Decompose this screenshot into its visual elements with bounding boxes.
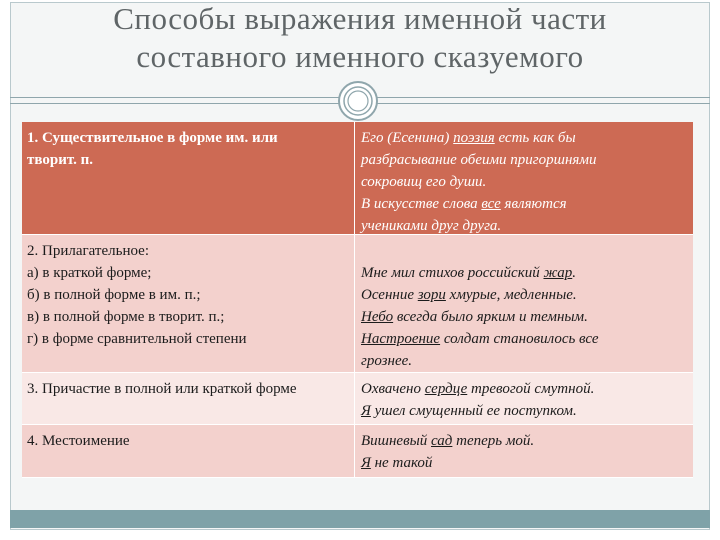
table-cell-example bbox=[355, 425, 693, 477]
table-cell-example bbox=[355, 235, 693, 372]
cell-line: б) в полной форме в им. п.; bbox=[27, 287, 201, 303]
example-line bbox=[361, 240, 689, 262]
circle-ornament-icon bbox=[337, 80, 379, 122]
cell-line: 3. Причастие в полной или краткой форме bbox=[27, 381, 297, 397]
table-row bbox=[22, 235, 693, 373]
table-cell-type bbox=[22, 235, 355, 372]
example-line: Осенние зори хмурые, медленные. bbox=[361, 287, 577, 303]
cell-line: 4. Местоимение bbox=[27, 433, 130, 449]
cell-line: в) в полной форме в творит. п.; bbox=[27, 309, 225, 325]
example-line: сокровищ его души. bbox=[361, 174, 487, 190]
slide-title bbox=[0, 0, 720, 76]
table-cell-type bbox=[22, 122, 355, 234]
table-cell-type bbox=[22, 425, 355, 477]
example-line: разбрасывание обеими пригоршнями bbox=[361, 152, 597, 168]
cell-line: 1. Существительное в форме им. или bbox=[27, 130, 278, 146]
table-cell-type bbox=[22, 373, 355, 424]
title-line-2: составного именного сказуемого bbox=[136, 39, 584, 74]
example-line: Я ушел смущенный ее поступком. bbox=[361, 403, 577, 419]
table-header-row bbox=[22, 122, 693, 235]
table-row bbox=[22, 373, 693, 425]
example-line: Настроение солдат становилось все bbox=[361, 331, 599, 347]
table-cell-example bbox=[355, 122, 693, 234]
example-line: Я не такой bbox=[361, 455, 433, 471]
table-cell-example bbox=[355, 373, 693, 424]
example-line: грознее. bbox=[361, 353, 413, 369]
title-line-1: Способы выражения именной части bbox=[113, 1, 607, 36]
footer-bar bbox=[10, 510, 710, 528]
example-line: Мне мил стихов российский жар. bbox=[361, 265, 576, 281]
example-line: Вишневый сад теперь мой. bbox=[361, 433, 535, 449]
example-line: Охвачено сердце тревогой смутной. bbox=[361, 381, 595, 397]
cell-line: творит. п. bbox=[27, 152, 93, 168]
cell-line: а) в краткой форме; bbox=[27, 265, 152, 281]
predicate-table bbox=[22, 122, 693, 478]
cell-line: г) в форме сравнительной степени bbox=[27, 331, 247, 347]
table-row bbox=[22, 425, 693, 478]
example-line: Его (Есенина) поэзия есть как бы bbox=[361, 130, 576, 146]
example-line: Небо всегда было ярким и темным. bbox=[361, 309, 588, 325]
example-line: В искусстве слова все являются bbox=[361, 196, 567, 212]
example-line: учениками друг друга. bbox=[361, 218, 502, 234]
cell-line: 2. Прилагательное: bbox=[27, 243, 149, 259]
